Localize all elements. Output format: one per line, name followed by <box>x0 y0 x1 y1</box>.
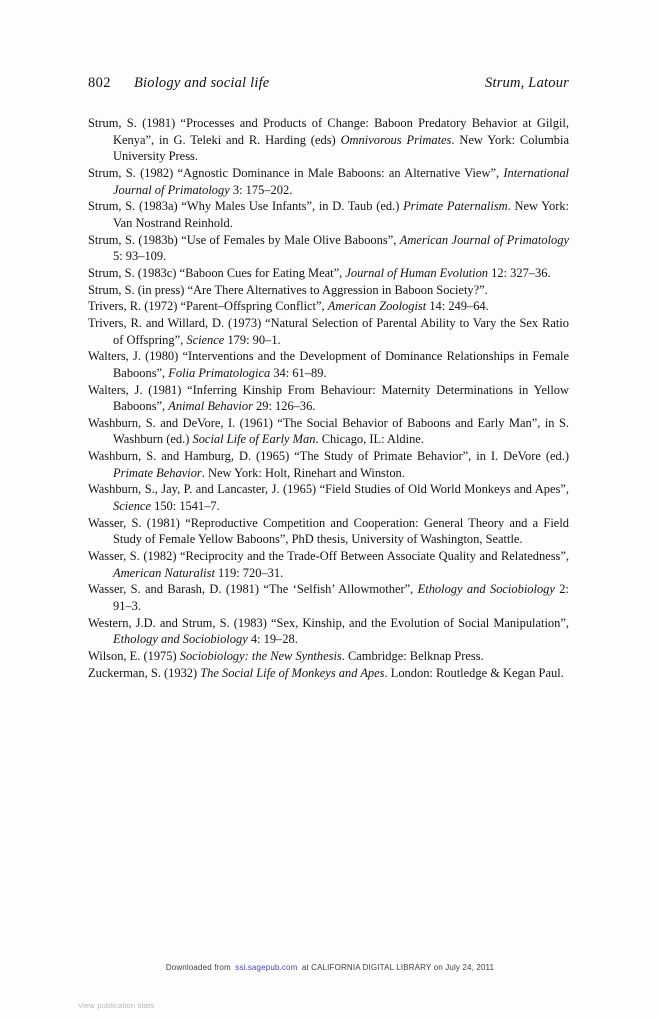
page-header <box>88 75 569 92</box>
reference-entry: Washburn, S. and DeVore, I. (1961) “The Social Behavior of Baboons and Early Man”, in S. Washburn (ed.) Social Life of Early Man. Chicago, IL: Aldine. <box>88 415 569 447</box>
reference-entry: Washburn, S., Jay, P. and Lancaster, J. (1965) “Field Studies of Old World Monkeys and Apes”, Science 150: 1541–7. <box>88 482 569 514</box>
running-title: Biology and social life <box>133 75 270 91</box>
reference-entry: Wasser, S. (1981) “Reproductive Competition and Cooperation: General Theory and a Field Study of Female Yellow Baboons”, PhD thesis, University of Washington, Seattle. <box>88 515 569 547</box>
reference-entry: Wilson, E. (1975) Sociobiology: the New Synthesis. Cambridge: Belknap Press. <box>88 649 484 663</box>
reference-entry: Trivers, R. and Willard, D. (1973) “Natural Selection of Parental Ability to Vary the Sex Ratio of Offspring”, Science 179: 90–1. <box>88 315 569 347</box>
reference-list <box>88 115 569 681</box>
reference-entry: Wasser, S. and Barash, D. (1981) “The ‘Selfish’ Allowmother”, Ethology and Sociobiology 2: 91–3. <box>88 582 569 614</box>
reference-entry: Strum, S. (1982) “Agnostic Dominance in Male Baboons: an Alternative View”, International Journal of Primatology 3: 175–202. <box>88 165 569 197</box>
sagepub-link[interactable]: ssi.sagepub.com <box>235 963 298 972</box>
download-prefix: Downloaded from <box>165 963 231 972</box>
reference-entry: Strum, S. (1983a) “Why Males Use Infants”, in D. Taub (ed.) Primate Paternalism. New York: Van Nostrand Reinhold. <box>88 199 570 230</box>
reference-entry: Walters, J. (1981) “Inferring Kinship From Behaviour: Maternity Determinations in Yellow Baboons”, Animal Behavior 29: 126–36. <box>88 382 569 414</box>
reference-entry: Washburn, S. and Hamburg, D. (1965) “The Study of Primate Behavior”, in I. DeVore (ed.) Primate Behavior. New York: Holt, Rinehart and Winston. <box>88 449 569 480</box>
reference-entry: Zuckerman, S. (1932) The Social Life of Monkeys and Apes. London: Routledge & Kegan Paul. <box>88 665 564 680</box>
page-number: 802 <box>88 75 111 91</box>
reference-entry: Walters, J. (1980) “Interventions and the Development of Dominance Relationships in Female Baboons”, Folia Primatologica 34: 61–89. <box>88 349 569 380</box>
reference-entry: Trivers, R. (1972) “Parent–Offspring Conflict”, American Zoologist 14: 249–64. <box>88 299 489 314</box>
view-publication-stats-link[interactable]: View publication stats <box>78 1001 155 1010</box>
header-authors: Strum, Latour <box>485 75 569 91</box>
reference-entry: Strum, S. (1983b) “Use of Females by Male Olive Baboons”, American Journal of Primatology 5: 93–109. <box>88 232 569 264</box>
download-suffix: at CALIFORNIA DIGITAL LIBRARY on July 24, 2011 <box>301 963 495 972</box>
download-notice <box>0 963 660 972</box>
reference-entry: Wasser, S. (1982) “Reciprocity and the Trade-Off Between Associate Quality and Relatedness”, American Naturalist 119: 720–31. <box>88 549 569 580</box>
reference-entry: Western, J.D. and Strum, S. (1983) “Sex, Kinship, and the Evolution of Social Manipulation”, Ethology and Sociobiology 4: 19–28. <box>88 615 569 647</box>
reference-entry: Strum, S. (1983c) “Baboon Cues for Eating Meat”, Journal of Human Evolution 12: 327–36. <box>88 265 551 280</box>
reference-entry: Strum, S. (1981) “Processes and Products of Change: Baboon Predatory Behavior at Gilgil, Kenya”, in G. Teleki and R. Harding (eds) Omnivorous Primates. New York: Columbia University Press. <box>88 116 569 164</box>
reference-entry: Strum, S. (in press) “Are There Alternatives to Aggression in Baboon Society?”. <box>88 282 488 297</box>
